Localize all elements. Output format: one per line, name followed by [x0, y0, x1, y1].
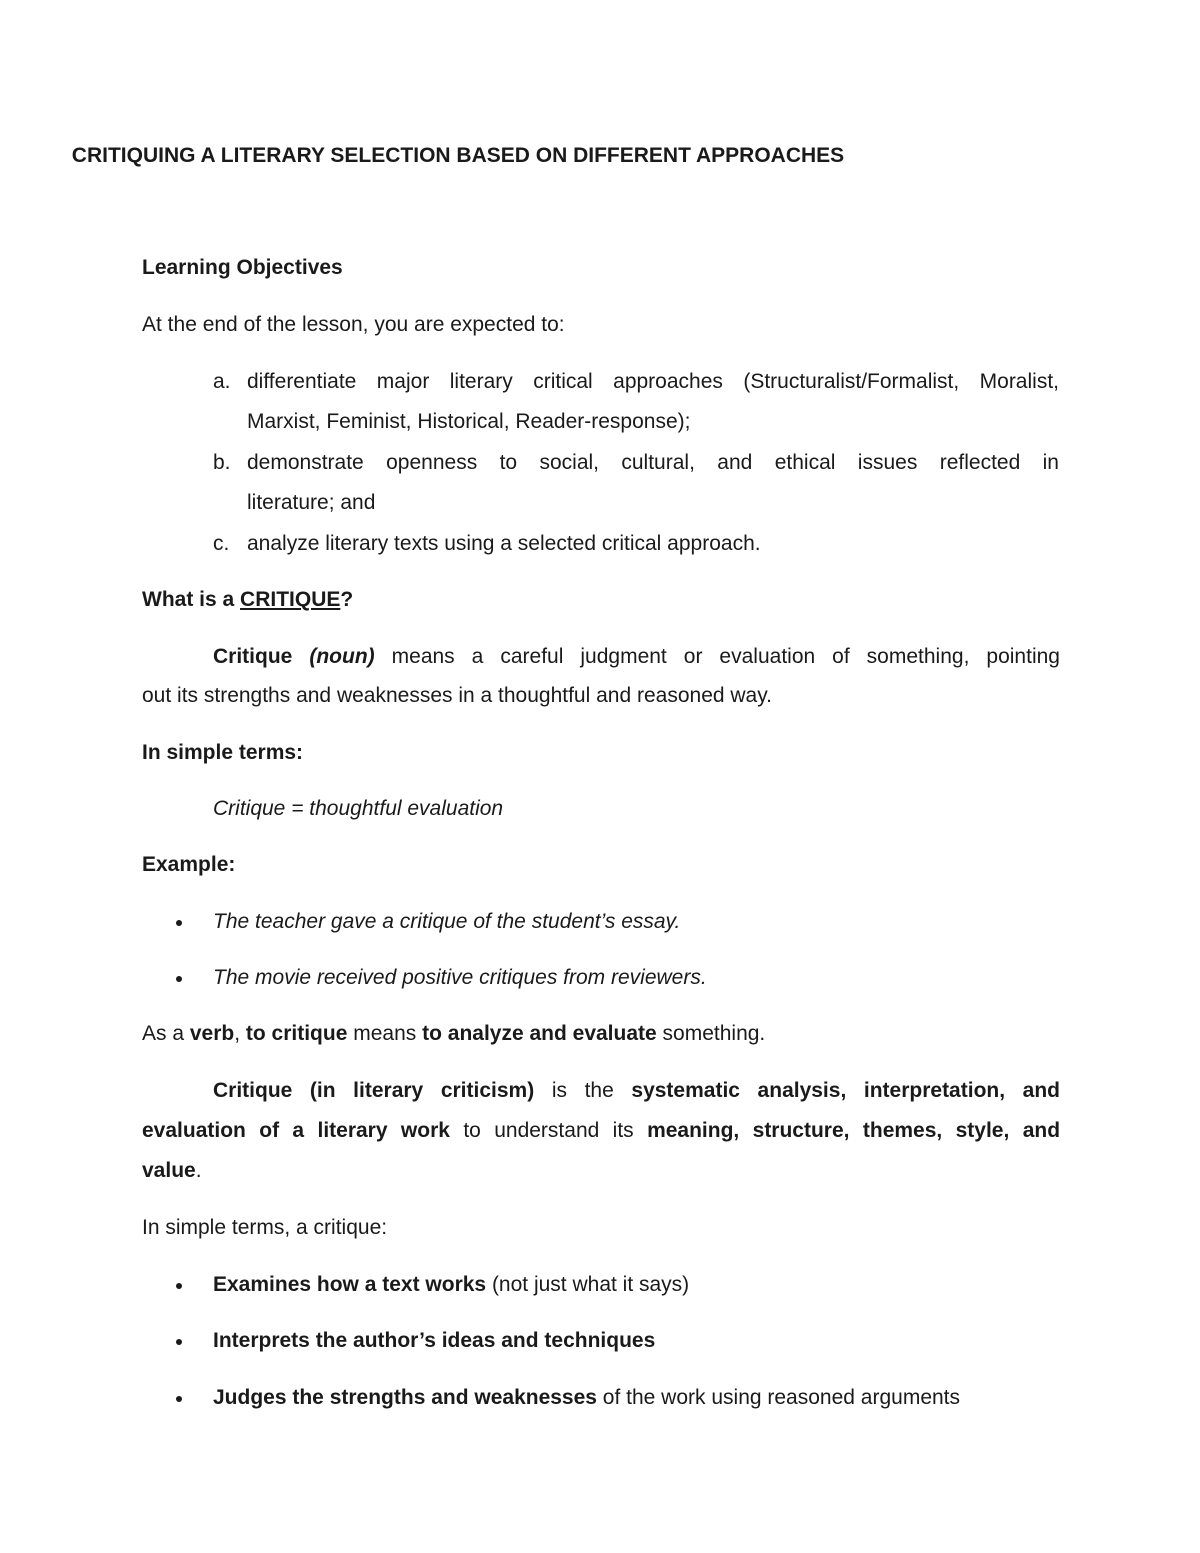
- bullet-icon: [176, 920, 182, 926]
- example-item-1: The teacher gave a critique of the student’s essay.: [213, 910, 681, 933]
- bullet-icon: [176, 1339, 182, 1345]
- simple-terms-intro: In simple terms, a critique:: [142, 1216, 388, 1239]
- objective-b-line1: demonstrate openness to social, cultural, and ethical issues reflected in: [247, 451, 1059, 474]
- definition-line2: out its strengths and weaknesses in a thoughtful and reasoned way.: [142, 684, 773, 707]
- list-marker-a: a.: [213, 370, 231, 393]
- example-heading: Example:: [142, 853, 236, 876]
- list-marker-b: b.: [213, 451, 231, 474]
- bullet-icon: [176, 1283, 182, 1289]
- objective-a-line1: differentiate major literary critical approaches (Structuralist/Formalist, Moralist,: [247, 370, 1059, 393]
- literary-line2: evaluation of a literary work to understand its meaning, structure, themes, style, and: [142, 1119, 1061, 1142]
- literary-line1: Critique (in literary criticism) is the systematic analysis, interpretation, and: [213, 1079, 1060, 1102]
- simple-terms-heading: In simple terms:: [142, 741, 304, 764]
- document-title: CRITIQUING A LITERARY SELECTION BASED ON DIFFERENT APPROACHES: [71, 144, 845, 167]
- bullet-icon: [176, 1396, 182, 1402]
- verb-sentence: As a verb, to critique means to analyze and evaluate something.: [142, 1022, 766, 1045]
- objectives-intro: At the end of the lesson, you are expected to:: [142, 313, 565, 336]
- objective-a-line2: Marxist, Feminist, Historical, Reader-response);: [247, 410, 691, 433]
- definition-line1: Critique (noun) means a careful judgment or evaluation of something, pointing: [213, 645, 1060, 668]
- list-marker-c: c.: [213, 532, 230, 555]
- critique-formula: Critique = thoughtful evaluation: [213, 797, 504, 820]
- objective-b-line2: literature; and: [247, 491, 376, 514]
- objective-c-line1: analyze literary texts using a selected critical approach.: [247, 532, 761, 555]
- literary-line3: value.: [142, 1159, 202, 1182]
- bullet-icon: [176, 976, 182, 982]
- critique-point-3: Judges the strengths and weaknesses of the work using reasoned arguments: [213, 1386, 961, 1409]
- critique-point-1: Examines how a text works (not just what it says): [213, 1273, 690, 1296]
- learning-objectives-heading: Learning Objectives: [142, 256, 343, 279]
- example-item-2: The movie received positive critiques from reviewers.: [213, 966, 707, 989]
- critique-point-2: Interprets the author’s ideas and techniques: [213, 1329, 656, 1352]
- critique-heading: What is a CRITIQUE?: [142, 588, 354, 611]
